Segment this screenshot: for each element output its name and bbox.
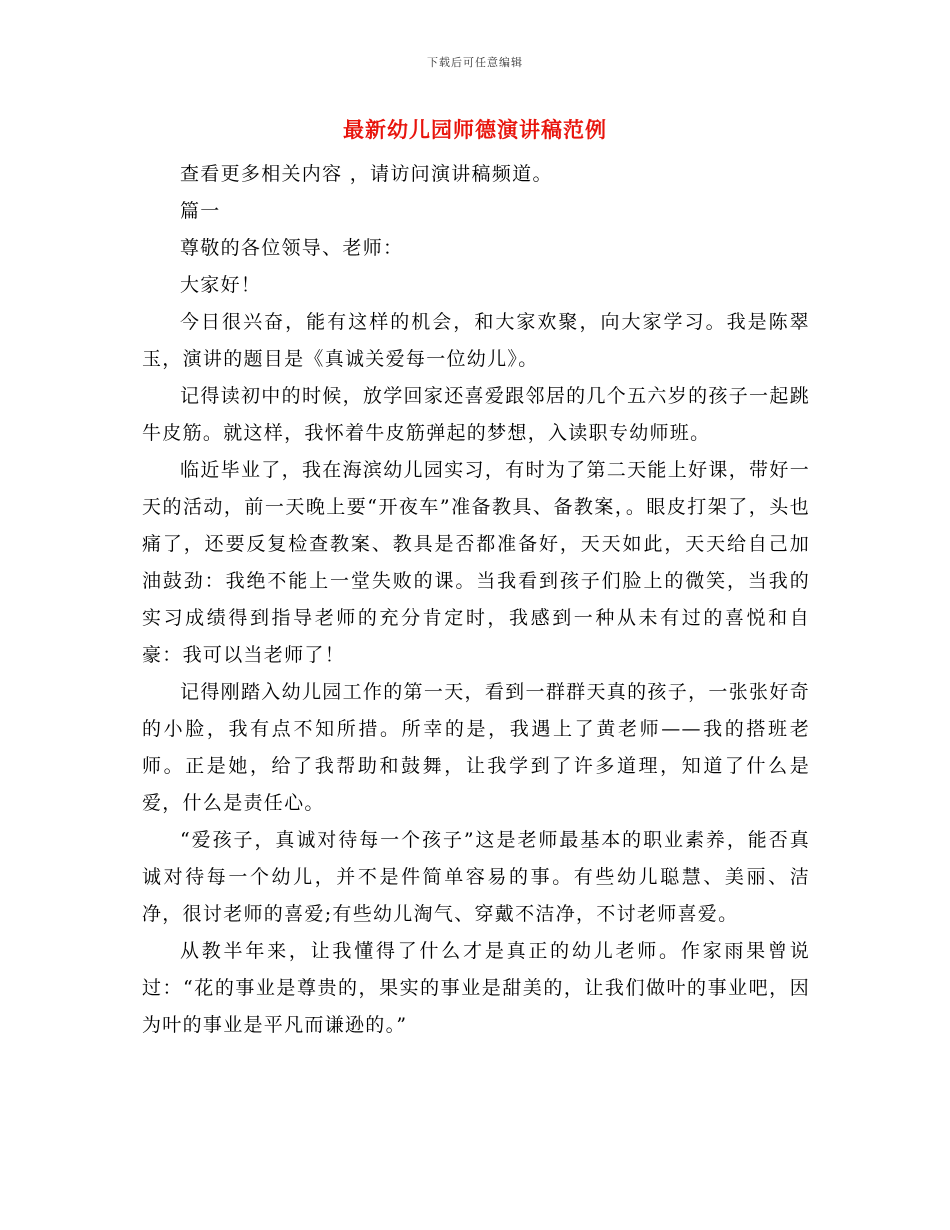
- paragraph-greeting: 大家好！: [180, 274, 262, 296]
- paragraph-intro-link: 查看更多相关内容 ，请访问演讲稿频道。: [180, 163, 553, 185]
- paragraph: 从教半年来，让我懂得了什么才是真正的幼儿老师。作家雨果曾说过：“花的事业是尊贵的，果实的事业是甜美的，让我们做叶的事业吧，因为叶的事业是平凡而谦逊的。”: [142, 940, 810, 1036]
- paragraph-salutation: 尊敬的各位领导、老师：: [180, 237, 404, 259]
- paragraph: “爱孩子，真诚对待每一个孩子”这是老师最基本的职业素养，能否真诚对待每一个幼儿，并不是件简单容易的事。有些幼儿聪慧、美丽、洁净，很讨老师的喜爱;有些幼儿淘气、穿戴不洁净，不讨老师喜爱。: [142, 829, 810, 925]
- paragraph: 记得读初中的时候，放学回家还喜爱跟邻居的几个五六岁的孩子一起跳牛皮筋。就这样，我怀着牛皮筋弹起的梦想，入读职专幼师班。: [142, 385, 810, 444]
- paragraph: 今日很兴奋，能有这样的机会，和大家欢聚，向大家学习。我是陈翠玉，演讲的题目是《真诚关爱每一位幼儿》。: [142, 311, 810, 370]
- paragraph: 临近毕业了，我在海滨幼儿园实习，有时为了第二天能上好课，带好一天的活动，前一天晚上要“开夜车”准备教具、备教案，。眼皮打架了，头也痛了，还要反复检查教案、教具是否都准备好，天天如此，天天给自己加油鼓劲：我绝不能上一堂失败的课。当我看到孩子们脸上的微笑，当我的实习成绩得到指导老师的充分肯定时，我感到一种从未有过的喜悦和自豪：我可以当老师了！: [142, 459, 810, 666]
- document-body: [142, 156, 810, 1044]
- header-note: 下载后可任意编辑: [427, 56, 523, 69]
- document-title: 最新幼儿园师德演讲稿范例: [343, 117, 607, 142]
- paragraph: 记得刚踏入幼儿园工作的第一天，看到一群群天真的孩子，一张张好奇的小脸，我有点不知所措。所幸的是，我遇上了黄老师——我的搭班老师。正是她，给了我帮助和鼓舞，让我学到了许多道理，知道了什么是爱，什么是责任心。: [142, 681, 810, 814]
- paragraph-section-heading: 篇一: [180, 200, 221, 222]
